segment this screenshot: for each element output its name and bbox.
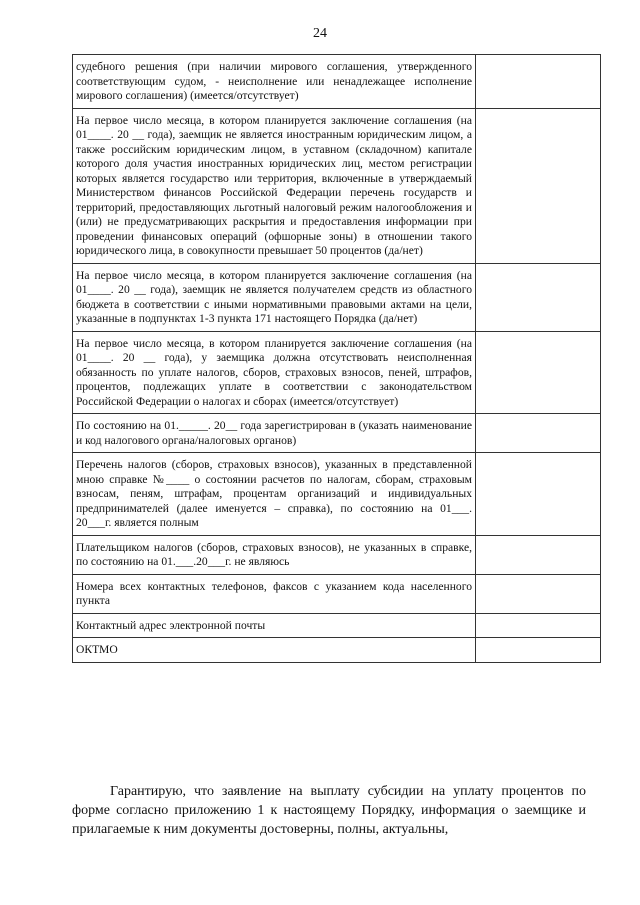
guarantee-paragraph: Гарантирую, что заявление на выплату субсидии на уплату процентов по форме согласно приложению 1 к настоящему Порядку, информация о заемщике и прилагаемые к ним документы достоверны, полны, актуальны,	[72, 784, 586, 837]
row-value-non-payer[interactable]	[476, 535, 601, 574]
row-value-oktmo[interactable]	[476, 638, 601, 663]
row-label-court-decision: судебного решения (при наличии мирового соглашения, утвержденного соответствующим судом, - неисполнение или ненадлежащее исполнение мирового соглашения) (имеется/отсутствует)	[73, 55, 476, 109]
row-value-budget-recipient[interactable]	[476, 263, 601, 331]
row-label-tax-authority: По состоянию на 01._____. 20__ года зарегистрирован в (указать наименование и код налогового органа/налоговых органов)	[73, 414, 476, 453]
row-value-offshore-status[interactable]	[476, 108, 601, 263]
row-label-phones: Номера всех контактных телефонов, факсов с указанием кода населенного пункта	[73, 574, 476, 613]
row-label-offshore-status: На первое число месяца, в котором планируется заключение соглашения (на 01____. 20 __ года), заемщик не является иностранным юридическим лицом, а также российским юридическим лицом, в уставном (складочном) капитале которого доля участия иностранных юридических лиц, местом регистрации которых является государство или территория, включенные в утверждаемый Министерством финансов Российской Федерации перечень государств и территорий, предоставляющих льготный налоговый режим налогообложения и (или) не предусматривающих раскрытия и предоставления информации при проведении финансовых операций (офшорные зоны) в отношении такого юридического лица, в совокупности превышает 50 процентов (да/нет)	[73, 108, 476, 263]
table-row	[73, 638, 601, 663]
row-value-tax-debt[interactable]	[476, 331, 601, 414]
table-row	[73, 414, 601, 453]
row-value-court-decision[interactable]	[476, 55, 601, 109]
table-row	[73, 108, 601, 263]
row-label-email: Контактный адрес электронной почты	[73, 613, 476, 638]
table-row	[73, 613, 601, 638]
row-label-tax-list: Перечень налогов (сборов, страховых взносов), указанных в представленной мною справке №____ о состоянии расчетов по налогам, сборам, страховым взносам, пеням, штрафам, процентам организаций и индивидуальных предпринимателей (далее именуется – справка), по состоянию на 01___. 20___г. является полным	[73, 453, 476, 536]
table-row	[73, 574, 601, 613]
table-row	[73, 263, 601, 331]
table-row	[73, 55, 601, 109]
row-value-phones[interactable]	[476, 574, 601, 613]
row-label-budget-recipient: На первое число месяца, в котором планируется заключение соглашения (на 01____. 20 __ года), заемщик не является получателем средств из областного бюджета в соответствии с иными нормативными правовыми актами на цели, указанные в подпунктах 1-3 пункта 171 настоящего Порядка (да/нет)	[73, 263, 476, 331]
form-table	[72, 54, 601, 663]
row-label-non-payer: Плательщиком налогов (сборов, страховых взносов), не указанных в справке, по состоянию на 01.___.20___г. не являюсь	[73, 535, 476, 574]
row-label-tax-debt: На первое число месяца, в котором планируется заключение соглашения (на 01____. 20 __ года), у заемщика должна отсутствовать неисполненная обязанность по уплате налогов, сборов, страховых взносов, пеней, штрафов, процентов, подлежащих уплате в соответствии с законодательством Российской Федерации о налогах и сборах (имеется/отсутствует)	[73, 331, 476, 414]
table-row	[73, 331, 601, 414]
row-value-tax-list[interactable]	[476, 453, 601, 536]
table-row	[73, 453, 601, 536]
row-label-oktmo: ОКТМО	[73, 638, 476, 663]
row-value-tax-authority[interactable]	[476, 414, 601, 453]
row-value-email[interactable]	[476, 613, 601, 638]
page-number: 24	[313, 26, 327, 41]
table-row	[73, 535, 601, 574]
